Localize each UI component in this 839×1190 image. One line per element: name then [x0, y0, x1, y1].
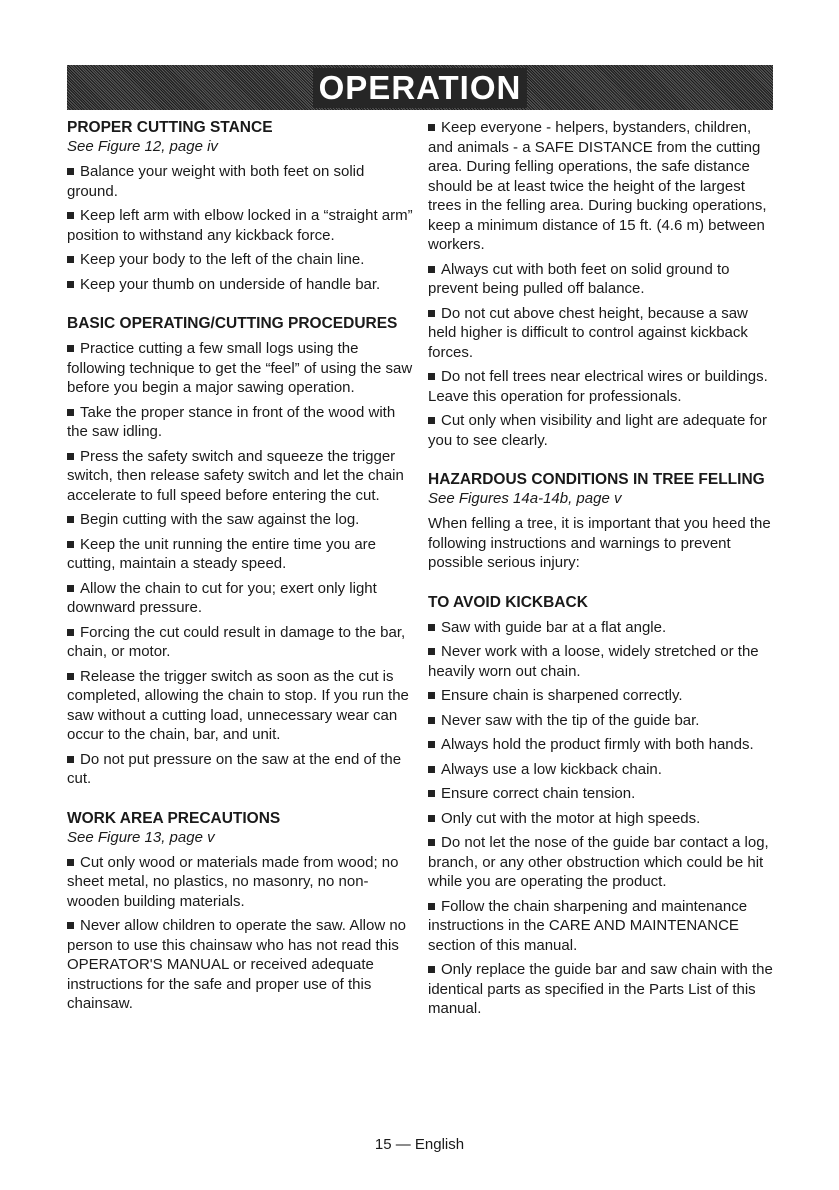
- bullet-text: Keep the unit running the entire time you are cutting, maintain a steady speed.: [67, 535, 377, 572]
- bullet-text: Only cut with the motor at high speeds.: [441, 809, 701, 827]
- hazardous-conditions-in-tree-felling-section: [428, 470, 778, 573]
- bullet-text: Balance your weight with both feet on solid ground.: [67, 163, 365, 200]
- square-bullet-icon: [428, 741, 435, 748]
- square-bullet-icon: [428, 124, 435, 131]
- bullet-text: Keep everyone - helpers, bystanders, children, and animals - a SAFE DISTANCE from the cutting area. During felling operations, the safe distance should be at least twice the height of the largest trees in the felling area. During bucking operations, keep a minimum distance of 15 ft. (4.6 m) between workers.: [428, 119, 767, 253]
- page-footer: 15 — English: [374, 1136, 465, 1153]
- bullet-text: Take the proper stance in front of the wood with the saw idling.: [67, 403, 396, 440]
- bullet-text: Keep left arm with elbow locked in a “straight arm” position to withstand any kickback force.: [67, 207, 413, 244]
- page-title: OPERATION: [313, 68, 528, 108]
- bullet-text: Never allow children to operate the saw. Allow no person to use this chainsaw who has not read this OPERATOR'S MANUAL or received adequate instructions for the safe and proper use of this chainsaw.: [67, 917, 407, 1012]
- bullet-text: Ensure chain is sharpened correctly.: [441, 687, 683, 704]
- bullet-text: Never saw with the tip of the guide bar.: [441, 711, 700, 729]
- square-bullet-icon: [67, 168, 74, 175]
- bullet-item: [67, 579, 419, 618]
- bullet-item: [428, 809, 778, 829]
- section-heading: PROPER CUTTING STANCE: [67, 119, 273, 136]
- section-heading: TO AVOID KICKBACK: [428, 593, 588, 611]
- square-bullet-icon: [428, 766, 435, 773]
- bullet-text: Keep your thumb on underside of handle bar.: [80, 275, 381, 293]
- bullet-text: Always cut with both feet on solid ground to prevent being pulled off balance.: [428, 260, 730, 297]
- square-bullet-icon: [67, 212, 74, 219]
- square-bullet-icon: [67, 541, 74, 548]
- square-bullet-icon: [67, 585, 74, 592]
- right-column: [428, 118, 778, 1039]
- bullet-item: [428, 960, 778, 1019]
- bullet-text: Release the trigger switch as soon as the cut is completed, allowing the chain to stop. If you run the saw without a cutting load, unnecessary wear can occur to the chain, bar, and unit.: [67, 667, 409, 743]
- bullet-item: [428, 784, 778, 804]
- bullet-text: Always use a low kickback chain.: [441, 760, 662, 778]
- square-bullet-icon: [428, 310, 435, 317]
- bullet-item: [67, 535, 419, 574]
- square-bullet-icon: [428, 903, 435, 910]
- bullet-text: Cut only when visibility and light are adequate for you to see clearly.: [428, 412, 768, 449]
- bullet-item: [67, 339, 419, 398]
- square-bullet-icon: [67, 516, 74, 523]
- bullet-item: [67, 916, 419, 1014]
- square-bullet-icon: [67, 756, 74, 763]
- bullet-text: Keep your body to the left of the chain line.: [80, 251, 365, 268]
- bullet-item: [67, 510, 419, 530]
- left-column: [67, 118, 419, 1034]
- figure-reference: See Figure 12, page iv: [67, 138, 218, 155]
- bullet-item: [428, 411, 778, 450]
- basic-operating-cutting-procedures-section: [67, 314, 419, 789]
- bullet-item: [428, 897, 778, 956]
- square-bullet-icon: [428, 839, 435, 846]
- section-heading: BASIC OPERATING/CUTTING PROCEDURES: [67, 315, 398, 332]
- right-list-section: [428, 118, 778, 450]
- bullet-text: Always hold the product firmly with both hands.: [441, 736, 754, 753]
- square-bullet-icon: [428, 717, 435, 724]
- square-bullet-icon: [428, 373, 435, 380]
- bullet-item: [428, 760, 778, 780]
- bullet-item: [67, 750, 419, 789]
- figure-reference: See Figures 14a-14b, page v: [428, 490, 622, 507]
- square-bullet-icon: [67, 859, 74, 866]
- bullet-item: [428, 260, 778, 299]
- square-bullet-icon: [428, 815, 435, 822]
- square-bullet-icon: [67, 629, 74, 636]
- bullet-item: [67, 447, 419, 506]
- bullet-text: Press the safety switch and squeeze the trigger switch, then release safety switch and let the chain accelerate to full speed before entering the cut.: [67, 447, 404, 504]
- square-bullet-icon: [67, 453, 74, 460]
- bullet-text: Do not cut above chest height, because a saw held higher is difficult to control against kickback forces.: [428, 304, 748, 361]
- bullet-item: [67, 162, 419, 201]
- bullet-text: Do not let the nose of the guide bar contact a log, branch, or any other obstruction which could be hit while you are operating the product.: [428, 834, 769, 890]
- square-bullet-icon: [428, 266, 435, 273]
- bullet-item: [67, 275, 419, 295]
- bullet-item: [428, 618, 778, 638]
- section-banner: [67, 65, 773, 110]
- bullet-item: [428, 735, 778, 755]
- square-bullet-icon: [428, 624, 435, 631]
- bullet-item: [428, 711, 778, 731]
- bullet-text: Practice cutting a few small logs using the following technique to get the “feel” of using the saw before you begin a major sawing operation.: [67, 340, 413, 396]
- proper-cutting-stance-section: [67, 118, 419, 294]
- square-bullet-icon: [67, 281, 74, 288]
- bullet-item: [428, 686, 778, 706]
- square-bullet-icon: [67, 673, 74, 680]
- bullet-item: [67, 250, 419, 270]
- bullet-item: [67, 403, 419, 442]
- bullet-text: Do not fell trees near electrical wires or buildings. Leave this operation for professionals.: [428, 368, 768, 405]
- bullet-text: Follow the chain sharpening and maintenance instructions in the CARE AND MAINTENANCE section of this manual.: [428, 897, 748, 954]
- bullet-text: Saw with guide bar at a flat angle.: [441, 618, 667, 636]
- bullet-item: [67, 206, 419, 245]
- bullet-item: [428, 642, 778, 681]
- bullet-text: Only replace the guide bar and saw chain with the identical parts as specified in the Parts List of this manual.: [428, 961, 773, 1017]
- square-bullet-icon: [428, 790, 435, 797]
- bullet-text: Do not put pressure on the saw at the end of the cut.: [67, 750, 402, 787]
- bullet-text: Ensure correct chain tension.: [441, 785, 636, 802]
- bullet-item: [67, 853, 419, 912]
- to-avoid-kickback-section: [428, 593, 778, 1019]
- square-bullet-icon: [67, 256, 74, 263]
- bullet-text: Allow the chain to cut for you; exert only light downward pressure.: [67, 579, 377, 616]
- bullet-item: [67, 623, 419, 662]
- square-bullet-icon: [67, 922, 74, 929]
- square-bullet-icon: [428, 648, 435, 655]
- bullet-text: Cut only wood or materials made from wood; no sheet metal, no plastics, no masonry, no non-wooden building materials.: [67, 853, 399, 910]
- square-bullet-icon: [428, 966, 435, 973]
- figure-reference: See Figure 13, page v: [67, 828, 215, 846]
- square-bullet-icon: [67, 345, 74, 352]
- bullet-text: Forcing the cut could result in damage to the bar, chain, or motor.: [67, 623, 406, 660]
- square-bullet-icon: [428, 417, 435, 424]
- section-text: When felling a tree, it is important that you heed the following instructions and warnings to prevent possible serious injury:: [428, 515, 771, 571]
- bullet-text: Never work with a loose, widely stretched or the heavily worn out chain.: [428, 643, 759, 680]
- bullet-item: [428, 367, 778, 406]
- bullet-item: [428, 833, 778, 892]
- square-bullet-icon: [67, 409, 74, 416]
- section-heading: HAZARDOUS CONDITIONS IN TREE FELLING: [428, 471, 765, 488]
- bullet-text: Begin cutting with the saw against the log.: [80, 511, 360, 528]
- work-area-precautions-section: [67, 809, 419, 1014]
- square-bullet-icon: [428, 692, 435, 699]
- section-heading: WORK AREA PRECAUTIONS: [67, 809, 281, 827]
- bullet-item: [67, 667, 419, 745]
- bullet-item: [428, 304, 778, 363]
- bullet-item: [428, 118, 778, 255]
